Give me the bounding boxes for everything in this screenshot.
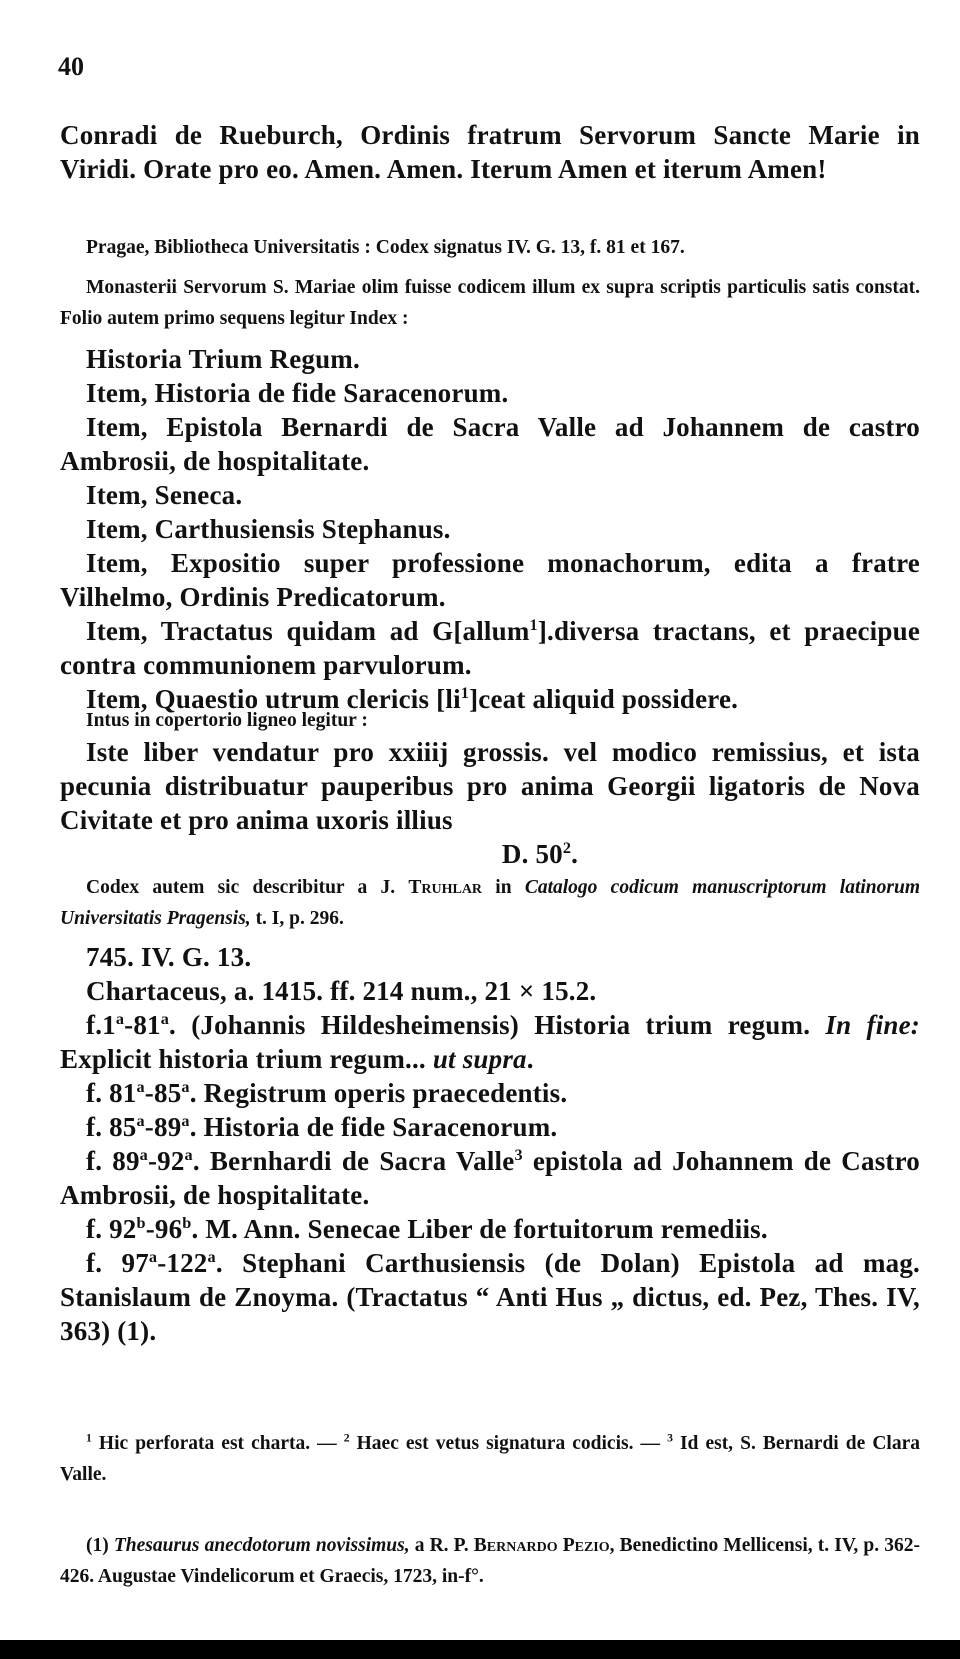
entry-item: f. 97$^a$-122$^a$. Stephani Carthusiensis (de Dolan) Epistola ad mag. Stanislaum de Znoyma. (Tractatus “ Anti Hus „ dictus, ed. Pez, Thes. IV, 363) (1).	[60, 1248, 920, 1346]
intro-paragraph	[60, 118, 920, 186]
index-item: Item, Tractatus quidam ad G[allum$^1$].diversa tractans, et praecipue contra communionem parvulorum.	[60, 616, 921, 680]
cover-text: Iste liber vendatur pro xxiiij grossis. vel modico remissius, et ista pecunia distribuatur pauperibus pro anima Georgii ligatoris de Nova Civitate et pro anima uxoris illius	[60, 737, 920, 835]
page-number: 40	[58, 52, 84, 81]
monastery-note: Monasterii Servorum S. Mariae olim fuisse codicem illum ex supra scriptis particulis satis constat. Folio autem primo sequens legitur Index :	[60, 277, 920, 329]
footnotes: $^1$ Hic perforata est charta. — $^2$ Haec est vetus signatura codicis. — $^3$ Id est, S. Bernardi de Clara Valle.	[60, 1431, 920, 1485]
index-item: Item, Epistola Bernardi de Sacra Valle ad Johannem de castro Ambrosii, de hospitalitate.	[60, 412, 920, 476]
index-item: Item, Historia de fide Saracenorum.	[86, 378, 509, 408]
entry-item: f. 81$^a$-85$^a$. Registrum operis praecedentis.	[86, 1078, 568, 1108]
intro-text: Conradi de Rueburch, Ordinis fratrum Servorum Sancte Marie in Viridi. Orate pro eo. Amen. Amen. Iterum Amen et iterum Amen!	[60, 120, 920, 184]
codex-entry	[60, 940, 920, 1348]
catalog-note: Codex autem sic describitur a J. Truhlar in Catalogo codicum manuscriptorum latinorum Universitatis Pragensis, t. I, p. 296.	[60, 877, 920, 929]
entry-id: 745. IV. G. 13.	[86, 942, 252, 972]
reference-note: (1) Thesaurus anecdotorum novissimus, a R. P. Bernardo Pezio, Benedictino Mellicensi, t. IV, p. 362-426. Augustae Vindelicorum et Graecis, 1723, in-f°.	[60, 1535, 920, 1587]
index-item: Item, Expositio super professione monachorum, edita a fratre Vilhelmo, Ordinis Predicatorum.	[60, 548, 920, 612]
location-note: Pragae, Bibliotheca Universitatis : Codex signatus IV. G. 13, f. 81 et 167.	[86, 237, 685, 258]
entry-item: f. 89$^a$-92$^a$. Bernhardi de Sacra Valle$^3$ epistola ad Johannem de Castro Ambrosii, de hospitalitate.	[60, 1146, 920, 1210]
entry-desc: Chartaceus, a. 1415. ff. 214 num., 21 × 15.2.	[86, 976, 597, 1006]
entry-item: f.1$^a$-81$^a$. (Johannis Hildesheimensis) Historia trium regum. In fine: Explicit historia trium regum... ut supra.	[60, 1010, 921, 1074]
cover-sign: D. $50^2$.	[501, 839, 579, 869]
index-list	[60, 342, 920, 716]
index-item: Historia Trium Regum.	[86, 344, 360, 374]
scan-bottom-border	[0, 1640, 960, 1659]
entry-item: f. 92$^b$-96$^b$. M. Ann. Senecae Liber de fortuitorum remediis.	[86, 1214, 768, 1244]
index-item: Item, Seneca.	[86, 480, 243, 510]
index-item: Item, Quaestio utrum clericis $[li^1]ceat$ aliquid possidere.	[86, 684, 739, 714]
cover-note: Intus in copertorio ligneo legitur :	[86, 710, 368, 731]
index-item: Item, Carthusiensis Stephanus.	[86, 514, 451, 544]
cover-inscription	[60, 735, 920, 871]
entry-item: f. 85$^a$-89$^a$. Historia de fide Saracenorum.	[86, 1112, 558, 1142]
